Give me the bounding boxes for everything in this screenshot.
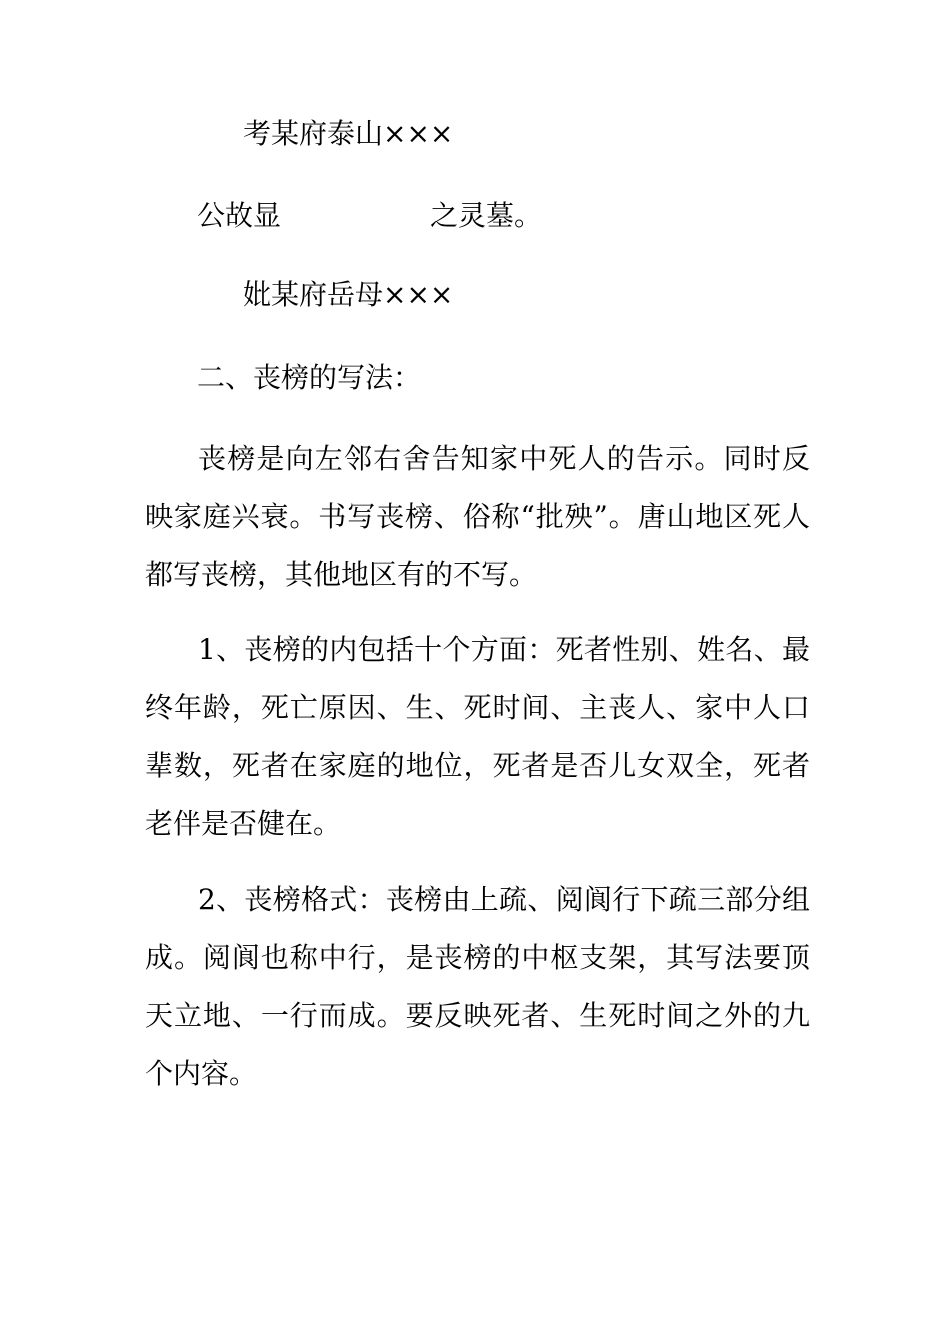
paragraph-format: 2、丧榜格式：丧榜由上疏、阅阆行下疏三部分组成。阅阆也称中行，是丧榜的中枢支架，其写法要顶天立地、一行而成。要反映死者、生死时间之外的九个内容。 (145, 883, 810, 1090)
paragraph-contents: 1、丧榜的内包括十个方面：死者性别、姓名、最终年龄，死亡原因、生、死时间、主丧人、家中人口辈数，死者在家庭的地位，死者是否儿女双全，死者老伴是否健在。 (145, 633, 810, 840)
tablet-line-mother-in-law: 妣某府岳母××× (243, 278, 454, 311)
tablet-line-father-in-law: 考某府泰山××× (243, 117, 454, 150)
paragraph-intro: 丧榜是向左邻右舍告知家中死人的告示。同时反映家庭兴衰。书写丧榜、俗称“批殃”。唐山地区死人都写丧榜，其他地区有的不写。 (145, 442, 810, 591)
section-heading: 二、丧榜的写法： (197, 361, 422, 394)
tablet-line-deceased-left: 公故显 (197, 199, 282, 232)
tablet-line-deceased-right: 之灵墓。 (430, 199, 543, 232)
